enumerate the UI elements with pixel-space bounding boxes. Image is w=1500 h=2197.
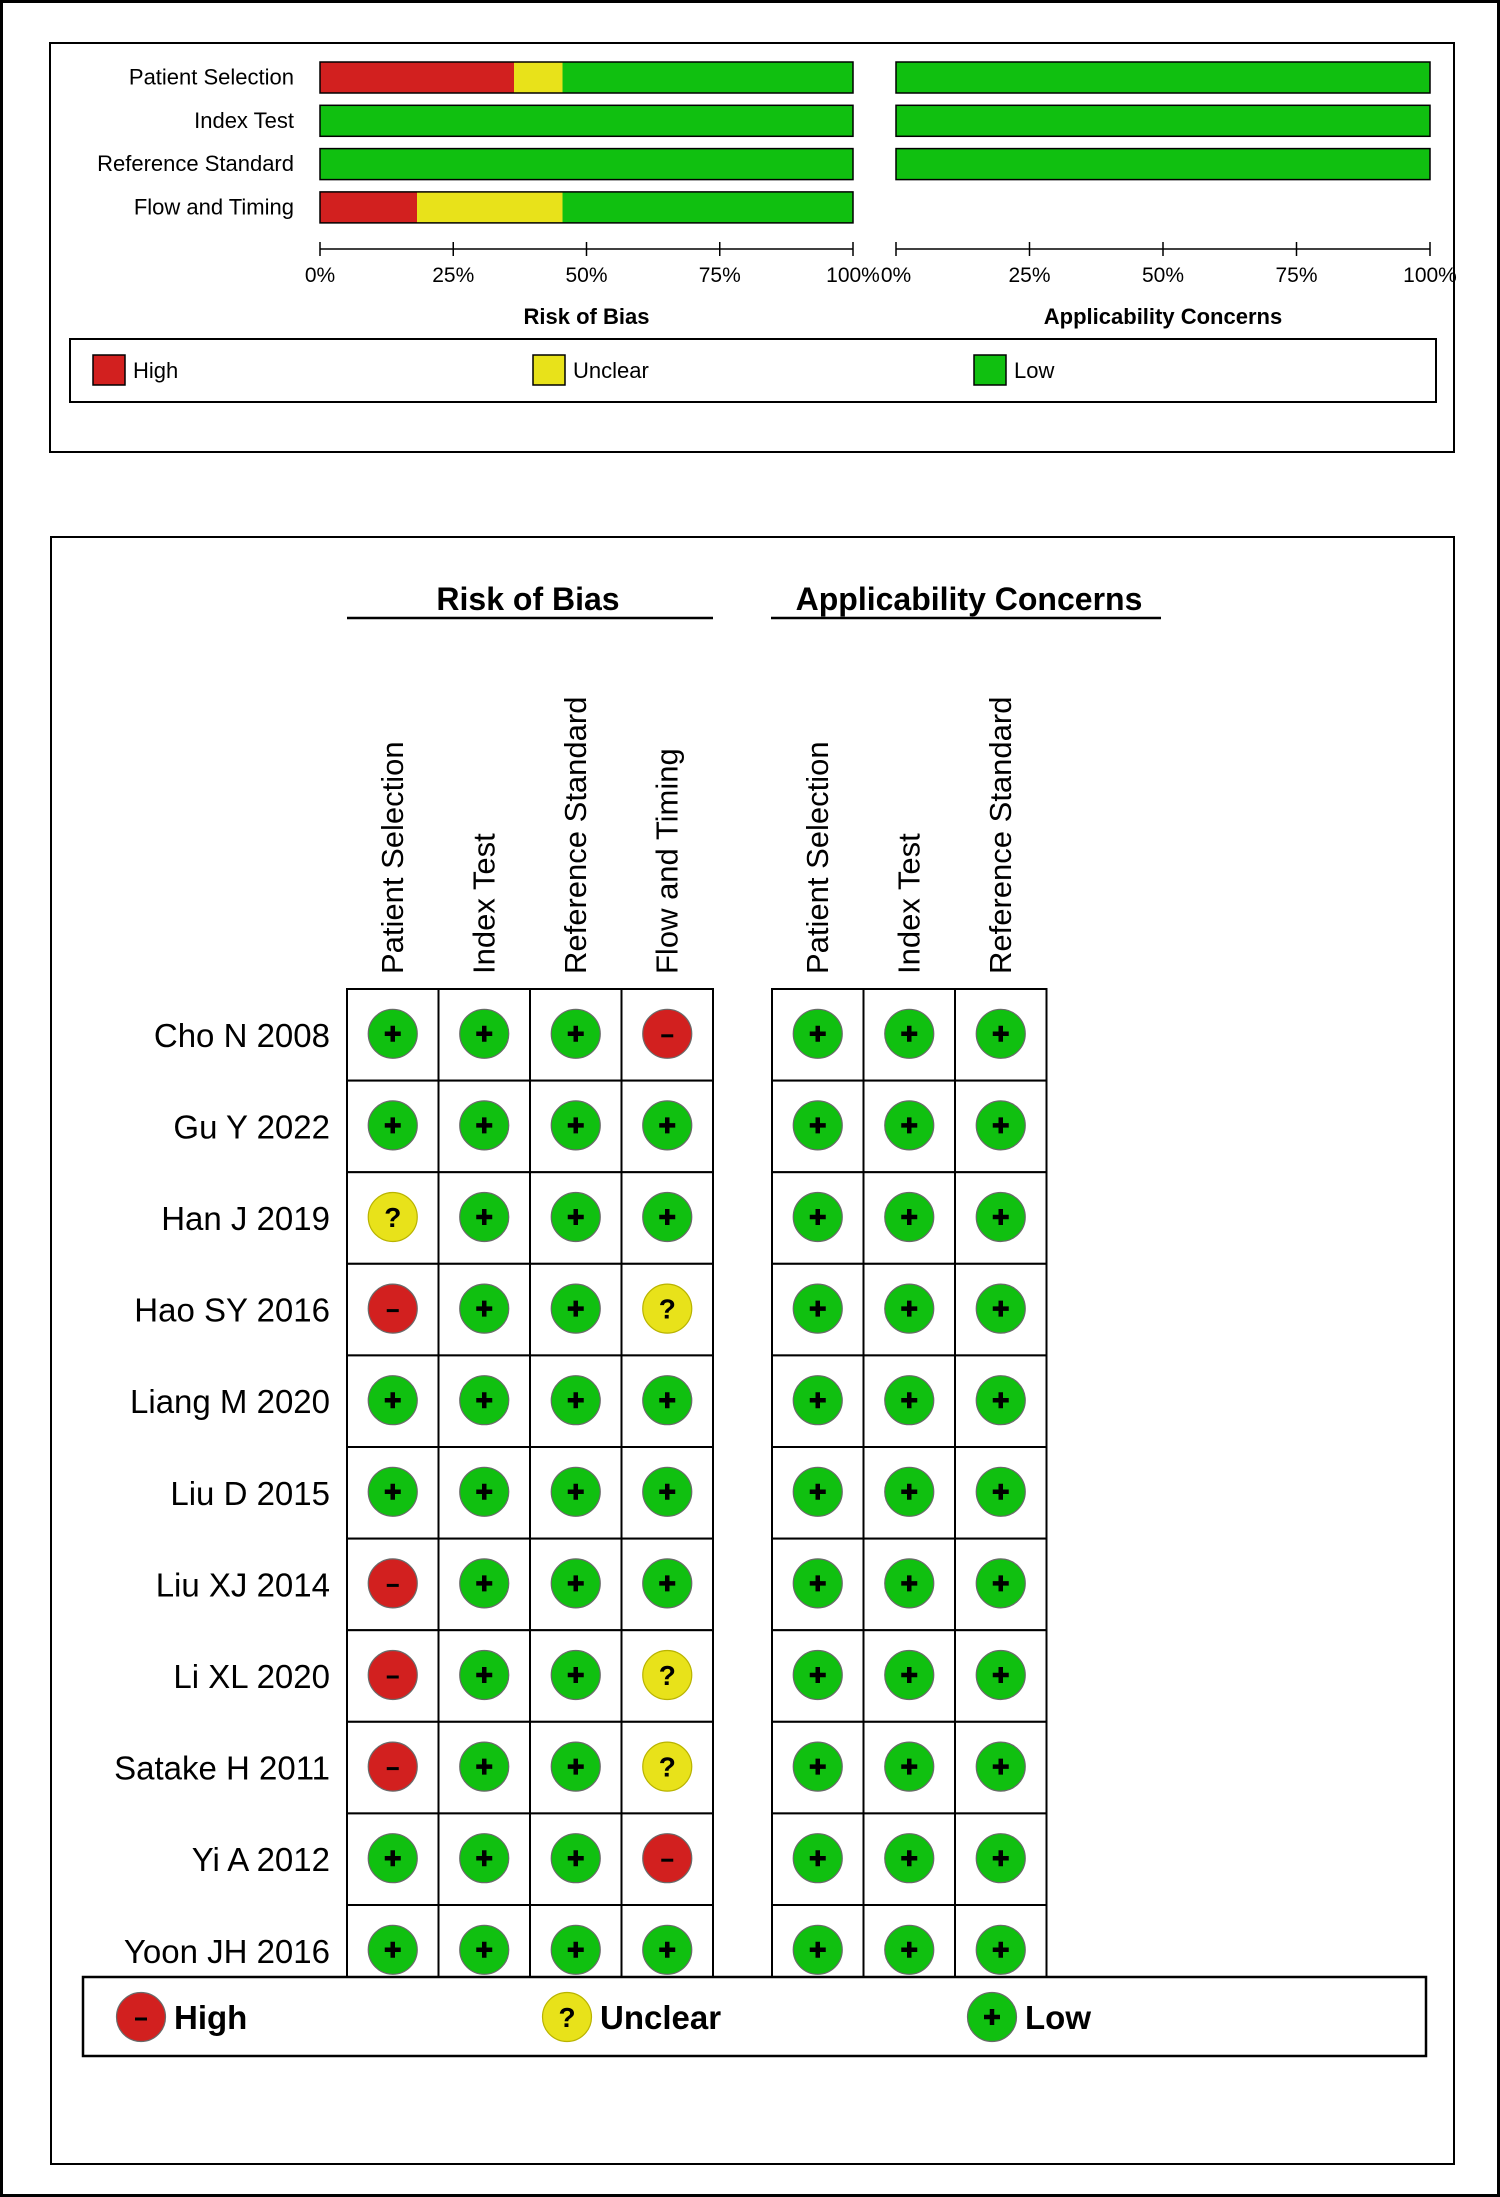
category-label: Reference Standard: [97, 151, 294, 177]
judgement-high-icon: [643, 1834, 692, 1883]
summary-bar-charts: [51, 44, 1457, 455]
ac-tick-label: 25%: [1008, 264, 1051, 287]
ac-tick-label: 75%: [1275, 264, 1318, 287]
legend-box: [83, 1977, 1426, 2056]
study-label: Yi A 2012: [191, 1841, 330, 1879]
judgement-high-icon: [117, 1993, 166, 2042]
legend-label-high: High: [133, 358, 179, 383]
category-label: Patient Selection: [128, 64, 294, 90]
question-mark-icon: ?: [558, 2002, 576, 2033]
ac-bar-low: [896, 149, 1430, 180]
rob-tick-label: 50%: [565, 264, 608, 287]
column-header: Patient Selection: [799, 741, 835, 974]
rob-tick-label: 75%: [698, 264, 741, 287]
judgement-high-icon: [368, 1284, 417, 1333]
judgement-high-icon: [368, 1651, 417, 1700]
ac-axis-title: Applicability Concerns: [1043, 304, 1283, 329]
rob-bar-low: [320, 105, 853, 136]
rob-bar-low: [563, 192, 853, 223]
ac-bar-low: [896, 105, 1430, 136]
summary-panel: [49, 42, 1455, 453]
study-label: Liang M 2020: [130, 1383, 330, 1421]
column-header: Index Test: [466, 833, 502, 974]
legend-label-low: Low: [1025, 1999, 1091, 2036]
rob-bar-high: [320, 192, 417, 223]
study-label: Li XL 2020: [173, 1658, 330, 1695]
ac-tick-label: 0%: [880, 264, 912, 287]
judgement-high-icon: [368, 1559, 417, 1608]
study-label: Hao SY 2016: [134, 1291, 330, 1329]
rob-bar-high: [320, 62, 514, 93]
category-label: Index Test: [194, 107, 294, 133]
rob-bar-unclear: [514, 62, 563, 93]
judgement-high-icon: [368, 1742, 417, 1791]
question-mark-icon: ?: [658, 1293, 676, 1325]
traffic-light-table: [52, 538, 1457, 2167]
group-header-risk-of-bias: Risk of Bias: [436, 581, 620, 617]
legend-swatch-high: [93, 355, 125, 385]
rob-bar-low: [563, 62, 853, 93]
question-mark-icon: ?: [384, 1202, 402, 1233]
judgement-high-icon: [643, 1009, 692, 1058]
column-header: Reference Standard: [557, 696, 593, 974]
legend-label-unclear: Unclear: [573, 358, 649, 383]
rob-bar-low: [320, 149, 853, 180]
study-label: Cho N 2008: [153, 1016, 330, 1054]
rob-tick-label: 25%: [432, 264, 475, 287]
legend-swatch-low: [974, 355, 1006, 385]
column-header: Index Test: [891, 833, 927, 974]
study-label: Yoon JH 2016: [123, 1932, 330, 1970]
question-mark-icon: ?: [658, 1751, 676, 1783]
study-label: Gu Y 2022: [173, 1108, 330, 1146]
legend-box: [70, 339, 1436, 402]
legend-label-low: Low: [1014, 358, 1055, 383]
column-header: Reference Standard: [982, 696, 1018, 974]
rob-bar-unclear: [417, 192, 563, 223]
group-header-applicability-concerns: Applicability Concerns: [795, 581, 1143, 617]
study-label: Han J 2019: [161, 1200, 330, 1237]
rob-tick-label: 100%: [826, 264, 880, 287]
ac-tick-label: 50%: [1141, 264, 1185, 287]
column-header: Flow and Timing: [649, 748, 685, 974]
legend-swatch-unclear: [533, 355, 565, 385]
ac-bar-low: [896, 62, 1430, 93]
rob-tick-label: 0%: [304, 264, 336, 287]
traffic-light-panel: [50, 536, 1455, 2165]
study-label: Satake H 2011: [114, 1749, 330, 1787]
legend-label-high: High: [174, 1999, 248, 2036]
legend-label-unclear: Unclear: [600, 1999, 722, 2036]
ac-tick-label: 100%: [1403, 264, 1457, 287]
question-mark-icon: ?: [658, 1660, 676, 1691]
study-label: Liu XJ 2014: [155, 1566, 330, 1604]
rob-axis-title: Risk of Bias: [523, 304, 650, 329]
category-label: Flow and Timing: [133, 194, 294, 220]
column-header: Patient Selection: [374, 741, 410, 974]
study-label: Liu D 2015: [170, 1474, 330, 1512]
